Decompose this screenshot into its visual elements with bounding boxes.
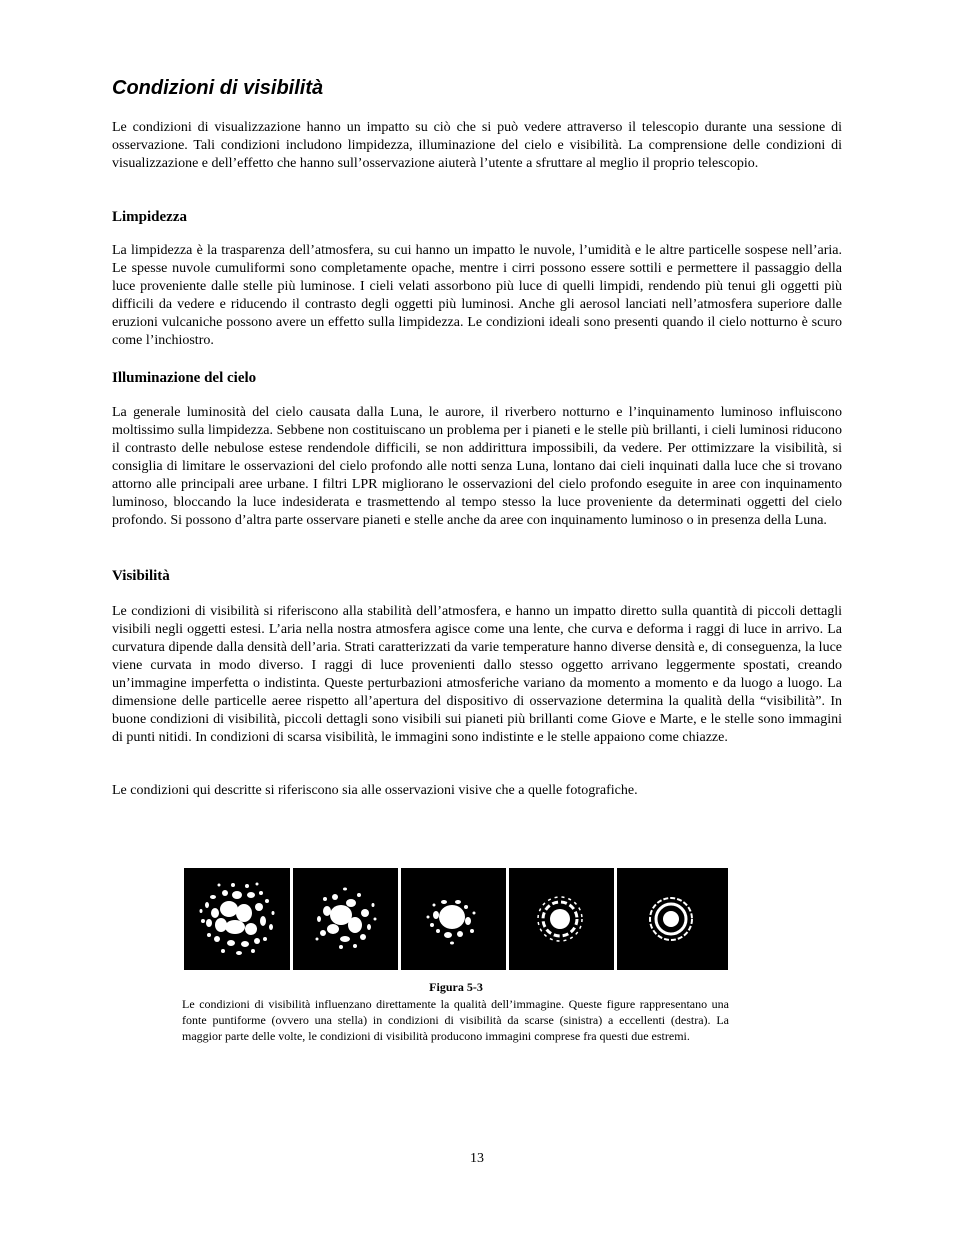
section-text-limpidezza: La limpidezza è la trasparenza dell’atmosfera, su cui hanno un impatto le nuvole, l’umidità e le altre particelle sospese nell’aria. Le spesse nuvole cumuliformi sono completamente opache, mentre i cirri possono essere sottili e permettere il passaggio della luce proveniente dalle stelle più luminose. I cieli velati assorbono più luce di quelli limpidi, rendendo più tenui gli oggetti più difficili da vedere e riducendo il contrasto degli oggetti più luminosi. Anche gli aerosol lanciati nell’atmosfera superiore dalle eruzioni vulcaniche possono avere un effetto sulla limpidezza. Le condizioni ideali sono presenti quando il cielo notturno è scuro come l’inchiostro. — [112, 243, 842, 348]
intro-paragraph: Le condizioni di visualizzazione hanno un impatto su ciò che si può vedere attraverso il telescopio durante una sessione di osservazione. Tali condizioni includono limpidezza, illuminazione del cielo e visibilità. La comprensione delle condizioni di visualizzazione e dell’effetto che hanno sull’osservazione aiuterà l’utente a sfruttare al meglio il proprio telescopio. — [112, 120, 842, 171]
figure-label: Figura 5-3 — [429, 980, 483, 994]
seeing-panel-excellent — [650, 898, 692, 940]
closing-paragraph: Le condizioni qui descritte si riferiscono sia alle osservazioni visive che a quelle fotografiche. — [112, 783, 638, 798]
page-number: 13 — [470, 1151, 484, 1166]
figure-caption: Le condizioni di visibilità influenzano direttamente la qualità dell’immagine. Queste figure rappresentano una fonte puntiforme (ovvero una stella) in condizioni di visibilità da scarse (sinistra) a eccellenti (destra). La maggior parte delle volte, le condizioni di visibilità producono immagini comprese fra questi due estremi. — [182, 997, 729, 1043]
section-heading-illuminazione: Illuminazione del cielo — [112, 370, 257, 386]
section-text-illuminazione: La generale luminosità del cielo causata dalla Luna, le aurore, il riverbero notturno e l’inquinamento luminoso influiscono moltissimo sulla limpidezza. Sebbene non costituiscano un problema per i pianeti e le stelle più brillanti, i cieli luminosi riducono il contrasto delle nebulose estese rendendole difficili, se non addirittura impossibili, da vedere. Per ottimizzare la visibilità, si consiglia di limitare le osservazioni del cielo profondo alle notti senza Luna, lontano dai cieli inquinati dalla luce che si trovano attorno alle principali aree urbane. I filtri LPR migliorano le osservazioni del cielo profondo eseguite in aree con inquinamento luminoso, bloccando la luce indesiderata e trasmettendo al tempo stesso la luce proveniente da determinati oggetti del cielo profondo. Si possono d’altra parte osservare pianeti e stelle anche da aree con inquinamento luminoso o in presenza della Luna. — [112, 405, 842, 528]
section-heading-limpidezza: Limpidezza — [112, 209, 187, 225]
section-text-visibilita: Le condizioni di visibilità si riferiscono alla stabilità dell’atmosfera, e hanno un impatto diretto sulla quantità di piccoli dettagli visibili negli oggetti estesi. L’aria nella nostra atmosfera agisce come una lente, che curva e deforma i raggi di luce in arrivo. La curvatura dipende dalla densità dell’aria. Strati caratterizzati da varie temperature hanno diverse densità e, di conseguenza, la luce viene curvata in modo diverso. I raggi di luce provenienti dallo stesso oggetto arrivano leggermente spostati, creando un’immagine imperfetta o indistinta. Queste perturbazioni atmosferiche variano da momento a momento e da luogo a luogo. La dimensione delle particelle aeree rispetto all’apertura del dispositivo di osservazione determina la qualità della “visibilità”. In buone condizioni di visibilità, piccoli dettagli sono visibili sui pianeti più brillanti come Giove e Marte, e le stelle sono immagini di punti nitidi. In condizioni di scarsa visibilità, le immagini sono indistinte e le stelle appaiono come chiazze. — [112, 604, 842, 745]
page-title: Condizioni di visibilità — [112, 77, 324, 99]
seeing-conditions-figure — [184, 868, 728, 970]
section-heading-visibilita: Visibilità — [112, 568, 170, 584]
